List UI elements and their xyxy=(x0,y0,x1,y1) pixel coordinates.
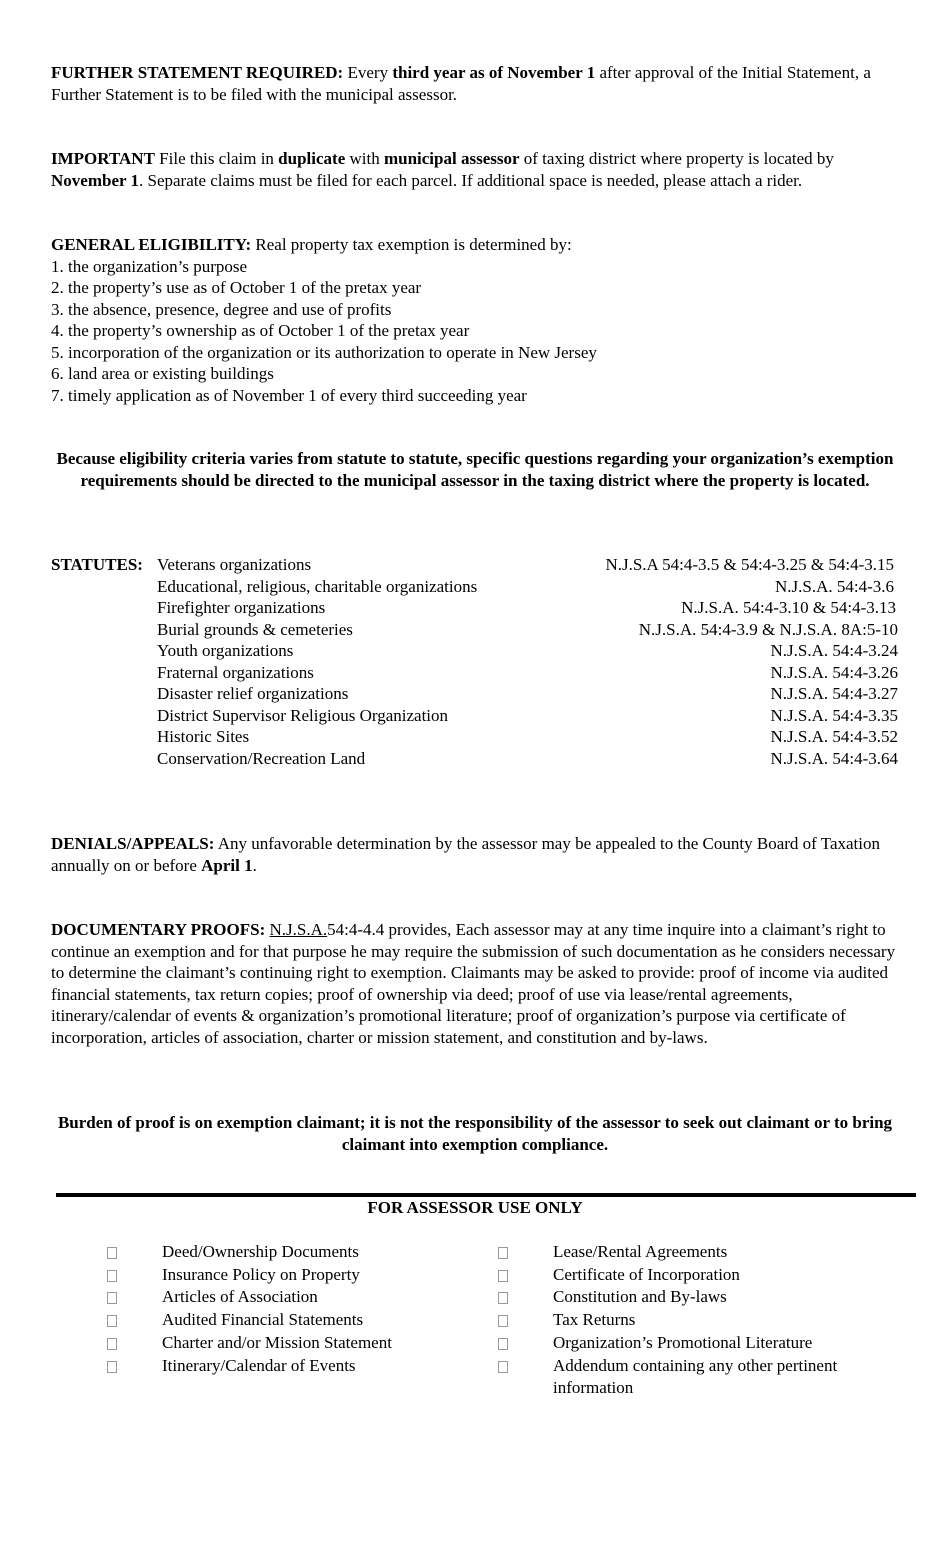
checklist-label: Addendum containing any other pertinent information xyxy=(553,1356,838,1397)
important-paragraph xyxy=(51,148,911,191)
important-bold-1: duplicate xyxy=(278,149,346,168)
statute-row xyxy=(157,662,898,684)
proofs-label: DOCUMENTARY PROOFS: xyxy=(51,920,266,939)
checklist-label: Deed/Ownership Documents xyxy=(162,1242,359,1261)
eligibility-item: 4. the property’s ownership as of October 1 of the pretax year xyxy=(51,321,470,340)
statute-citation: N.J.S.A. 54:4-3.26 xyxy=(770,662,898,682)
denials-text-2: . xyxy=(252,855,257,875)
important-bold-3: November 1 xyxy=(51,170,139,190)
statute-row xyxy=(157,554,898,576)
eligibility-section xyxy=(51,234,911,406)
important-text-4: . Separate claims must be filed for each parcel. If additional space is needed, please attach a rider. xyxy=(138,170,803,190)
statute-citation: N.J.S.A. 54:4-3.35 xyxy=(770,705,898,725)
checklist-label: Organization’s Promotional Literature xyxy=(553,1333,813,1352)
proofs-paragraph xyxy=(51,919,896,1048)
checkbox[interactable] xyxy=(107,1292,117,1304)
further-statement-label: FURTHER STATEMENT REQUIRED: xyxy=(51,63,344,82)
burden-note: Burden of proof is on exemption claimant; it is not the responsibility of the assessor to seek out claimant or to bring claimant into exemption compliance. xyxy=(57,1113,893,1154)
statute-citation: N.J.S.A. 54:4-3.27 xyxy=(770,684,898,703)
statute-row xyxy=(157,683,898,705)
statute-citation: N.J.S.A. 54:4-3.52 xyxy=(770,727,898,746)
statute-name: Historic Sites xyxy=(157,727,250,746)
checkbox[interactable] xyxy=(498,1270,508,1282)
important-text-1: File this claim in xyxy=(154,149,279,168)
checkbox[interactable] xyxy=(107,1338,117,1350)
statute-name: Burial grounds & cemeteries xyxy=(157,619,353,639)
checkbox[interactable] xyxy=(107,1361,117,1373)
checkbox[interactable] xyxy=(498,1361,508,1373)
important-label: IMPORTANT xyxy=(51,149,155,168)
statute-name: District Supervisor Religious Organization xyxy=(157,705,449,725)
checkbox[interactable] xyxy=(107,1315,117,1327)
denials-text-1: Any unfavorable determination by the assessor may be appealed to the County Board of Taxation annually on or before xyxy=(51,834,880,875)
checklist-label: Constitution and By-laws xyxy=(553,1287,727,1306)
important-bold-2: municipal assessor xyxy=(383,149,520,168)
statute-name: Disaster relief organizations xyxy=(157,684,349,703)
checklist-label: Itinerary/Calendar of Events xyxy=(162,1356,356,1375)
denials-bold-1: April 1 xyxy=(201,855,253,875)
checklist-label: Charter and/or Mission Statement xyxy=(162,1333,392,1352)
eligibility-intro: Real property tax exemption is determined by: xyxy=(251,235,572,254)
eligibility-item: 1. the organization’s purpose xyxy=(51,256,248,276)
statute-name: Conservation/Recreation Land xyxy=(157,748,366,768)
eligibility-heading xyxy=(51,234,911,256)
eligibility-label: GENERAL ELIGIBILITY: xyxy=(51,235,252,254)
statute-citation: N.J.S.A. 54:4-3.64 xyxy=(770,748,898,768)
checklist-label: Certificate of Incorporation xyxy=(553,1265,740,1284)
checklist-label: Audited Financial Statements xyxy=(162,1310,364,1329)
statute-citation: N.J.S.A. 54:4-3.10 & 54:4-3.13 xyxy=(681,598,896,617)
statute-row xyxy=(157,748,898,770)
assessor-section-title: FOR ASSESSOR USE ONLY xyxy=(367,1198,583,1217)
further-statement-paragraph xyxy=(51,62,911,105)
checklist-label: Lease/Rental Agreements xyxy=(553,1242,728,1261)
checkbox[interactable] xyxy=(498,1338,508,1350)
statute-citation: N.J.S.A. 54:4-3.9 & N.J.S.A. 8A:5-10 xyxy=(638,619,898,639)
statute-row xyxy=(157,726,898,748)
statute-name: Firefighter organizations xyxy=(157,598,326,617)
statute-name: Educational, religious, charitable organizations xyxy=(157,576,478,596)
checkbox[interactable] xyxy=(498,1247,508,1259)
further-text-2: after approval of the Initial Statement, a Further Statement is to be filed with the municipal assessor. xyxy=(51,63,871,104)
statute-name: Youth organizations xyxy=(157,641,294,660)
checklist-label: Tax Returns xyxy=(553,1310,636,1329)
eligibility-item: 6. land area or existing buildings xyxy=(51,364,274,383)
checkbox[interactable] xyxy=(107,1247,117,1259)
checklist-label: Insurance Policy on Property xyxy=(162,1265,360,1284)
criteria-note: Because eligibility criteria varies from statute to statute, specific questions regarding your organization’s exemption requirements should be directed to the municipal assessor in the taxing district where the property is located. xyxy=(56,449,894,490)
statute-row xyxy=(157,576,898,598)
important-text-2: with xyxy=(345,149,384,168)
eligibility-item: 3. the absence, presence, degree and use of profits xyxy=(51,299,392,319)
statute-row xyxy=(157,619,898,641)
denials-label: DENIALS/APPEALS: xyxy=(51,834,215,853)
checklist-label: Articles of Association xyxy=(162,1287,318,1306)
denials-paragraph xyxy=(51,833,901,876)
statute-citation: N.J.S.A. 54:4-3.6 xyxy=(774,576,894,596)
statute-citation: N.J.S.A. 54:4-3.24 xyxy=(770,641,898,660)
statutes-label: STATUTES: xyxy=(51,555,143,574)
further-text-1: Every xyxy=(343,63,393,82)
checkbox[interactable] xyxy=(498,1292,508,1304)
further-bold-1: third year as of November 1 xyxy=(392,63,596,82)
statute-citation: N.J.S.A 54:4-3.5 & 54:4-3.25 & 54:4-3.15 xyxy=(605,555,894,574)
eligibility-item: 7. timely application as of November 1 of every third succeeding year xyxy=(51,385,527,405)
proofs-text: 54:4-4.4 provides, Each assessor may at any time inquire into a claimant’s right to continue an exemption and for that purpose he may require the submission of such documentation as he considers necessary to determine the claimant’s continuing right to exemption. Claimants may be asked to provide: proof of income via audited financial statements, tax return copies; proof of ownership via deed; proof of use via lease/rental agreements, itinerary/calendar of events & organization’s promotional literature; proof of organization’s purpose via certificate of incorporation, articles of association, charter or mission statement, and constitution and by-laws. xyxy=(51,920,896,1047)
statute-row xyxy=(157,597,898,619)
eligibility-item: 2. the property’s use as of October 1 of the pretax year xyxy=(51,278,422,297)
statute-row xyxy=(157,705,898,727)
statute-name: Veterans organizations xyxy=(157,555,312,574)
important-text-3: of taxing district where property is located by xyxy=(519,149,834,168)
statute-row xyxy=(157,640,898,662)
proofs-statute-link: N.J.S.A. xyxy=(269,920,328,939)
eligibility-item: 5. incorporation of the organization or its authorization to operate in New Jersey xyxy=(51,342,597,362)
checkbox[interactable] xyxy=(107,1270,117,1282)
statute-name: Fraternal organizations xyxy=(157,662,314,682)
checkbox[interactable] xyxy=(498,1315,508,1327)
